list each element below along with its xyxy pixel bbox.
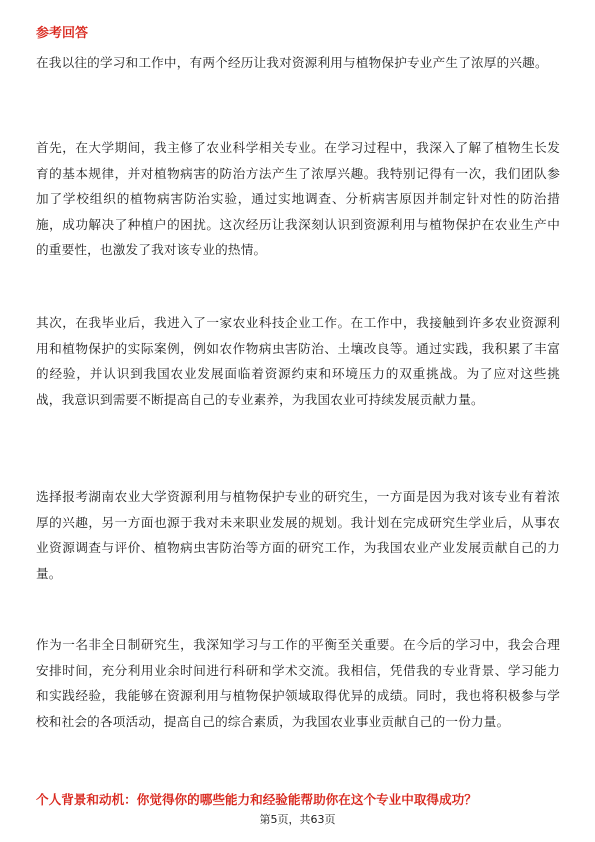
answer-paragraph-4: 选择报考湖南农业大学资源利用与植物保护专业的研究生，一方面是因为我对该专业有着浓厚的兴趣，另一方面也源于我对未来职业发展的规划。我计划在完成研究生学业后，从事农业资源调查与评价、植物病虫害防治等方面的研究工作，为我国农业产业发展贡献自己的力量。 bbox=[36, 489, 560, 581]
answer-paragraph-3: 其次，在我毕业后，我进入了一家农业科技企业工作。在工作中，我接触到许多农业资源利用和植物保护的实际案例，例如农作物病虫害防治、土壤改良等。通过实践，我积累了丰富的经验，并认识到我国农业发展面临着资源约束和环境压力的双重挑战。为了应对这些挑战，我意识到需要不断提高自己的专业素养，为我国农业可持续发展贡献力量。 bbox=[36, 315, 560, 407]
page-number: 第5页，共63页 bbox=[259, 813, 336, 826]
section-label: 参考回答 bbox=[36, 26, 89, 41]
answer-paragraph-5: 作为一名非全日制研究生，我深知学习与工作的平衡至关重要。在今后的学习中，我会合理安排时间，充分利用业余时间进行科研和学术交流。我相信，凭借我的专业背景、学习能力和实践经验，我能够在资源利用与植物保护领域取得优异的成绩。同时，我也将积极参与学校和社会的各项活动，提高自己的综合素质，为我国农业事业贡献自己的一份力量。 bbox=[36, 637, 560, 729]
answer-paragraph-1: 在我以往的学习和工作中，有两个经历让我对资源利用与植物保护专业产生了浓厚的兴趣。 bbox=[36, 55, 548, 70]
answer-paragraph-2: 首先，在大学期间，我主修了农业科学相关专业。在学习过程中，我深入了解了植物生长发育的基本规律，并对植物病害的防治方法产生了浓厚兴趣。我特别记得有一次，我们团队参加了学校组织的植物病害防治实验，通过实地调查、分析病害原因并制定针对性的防治措施，成功解决了种植户的困扰。这次经历让我深刻认识到资源利用与植物保护在农业生产中的重要性，也激发了我对该专业的热情。 bbox=[36, 140, 560, 257]
next-question-heading: 个人背景和动机：你觉得你的哪些能力和经验能帮助你在这个专业中取得成功？ bbox=[36, 792, 477, 807]
